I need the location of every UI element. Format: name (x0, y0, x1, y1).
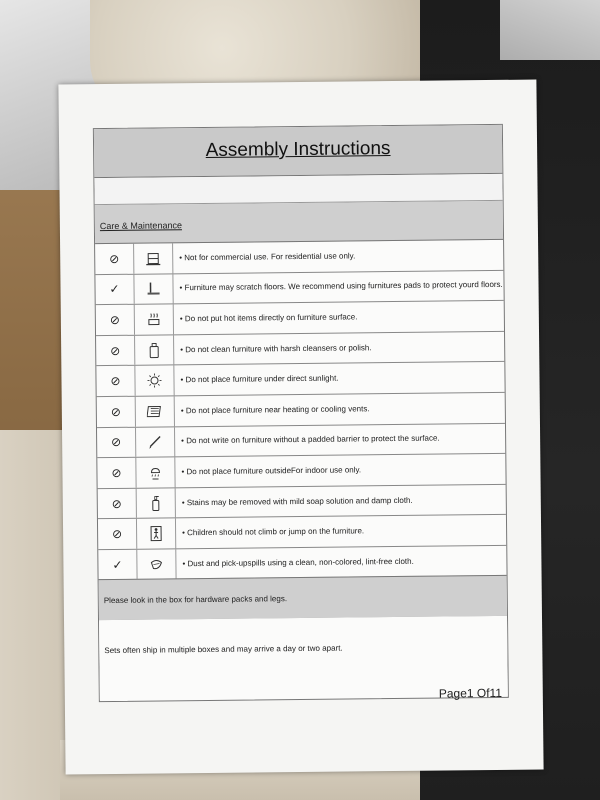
prohibited-icon: ⊘ (97, 427, 136, 457)
care-row-text: • Not for commercial use. For residential use only. (173, 250, 503, 263)
care-row (96, 332, 504, 367)
care-row-text: • Dust and pick-upspills using a clean, non-colored, lint-free cloth. (176, 556, 506, 569)
section-band (95, 201, 503, 244)
vent-icon (136, 396, 175, 426)
background-plastic-wrap (500, 0, 600, 60)
care-row (96, 301, 504, 336)
hardware-note-band (99, 575, 507, 621)
care-row (95, 270, 503, 305)
prohibited-icon: ⊘ (98, 488, 137, 518)
furniture-pad-icon (134, 274, 173, 304)
prohibited-icon: ⊘ (97, 458, 136, 488)
prohibited-icon: ⊘ (96, 305, 135, 335)
care-row (97, 454, 505, 489)
sun-icon (135, 366, 174, 396)
commercial-building-icon (134, 243, 173, 273)
care-row (95, 240, 503, 275)
blank-band (94, 174, 502, 205)
care-row (96, 362, 504, 397)
document-title: Assembly Instructions (205, 138, 391, 161)
instruction-sheet (58, 80, 543, 775)
care-row-text: • Stains may be removed with mild soap solution and damp cloth. (176, 494, 506, 507)
hot-item-icon (135, 305, 174, 335)
care-row (98, 515, 506, 550)
shipping-note: Sets often ship in multiple boxes and may arrive a day or two apart. (104, 643, 343, 656)
cloth-icon (137, 549, 176, 579)
soap-bottle-icon (137, 488, 176, 518)
care-row (97, 393, 505, 428)
sheet-table (93, 124, 509, 702)
care-row-text: • Do not place furniture under direct sunlight. (174, 372, 504, 385)
title-band (94, 125, 502, 178)
prohibited-icon: ⊘ (95, 244, 134, 274)
care-row (97, 423, 505, 458)
care-row-text: • Do not place furniture near heating or cooling vents. (175, 403, 505, 416)
check-icon: ✓ (95, 274, 134, 304)
care-row-text: • Do not clean furniture with harsh cleansers or polish. (174, 341, 504, 354)
prohibited-icon: ⊘ (98, 519, 137, 549)
care-row-text: • Children should not climb or jump on the furniture. (176, 525, 506, 538)
rain-cloud-icon (136, 457, 175, 487)
care-rows (95, 240, 506, 580)
pen-icon (136, 427, 175, 457)
child-climb-icon (137, 519, 176, 549)
check-icon: ✓ (98, 550, 137, 580)
hardware-note: Please look in the box for hardware packs and legs. (103, 594, 288, 606)
prohibited-icon: ⊘ (96, 366, 135, 396)
prohibited-icon: ⊘ (97, 397, 136, 427)
section-title: Care & Maintenance (99, 220, 182, 232)
cleanser-bottle-icon (135, 335, 174, 365)
page-number: Page1 Of11 (438, 685, 503, 701)
care-row-text: • Do not write on furniture without a padded barrier to protect the surface. (175, 433, 505, 446)
care-row-text: • Do not put hot items directly on furniture surface. (174, 311, 504, 324)
prohibited-icon: ⊘ (96, 336, 135, 366)
care-row (98, 485, 506, 520)
care-row-text: • Furniture may scratch floors. We recommend using furnitures pads to protect yourd floors. (173, 280, 503, 293)
care-row-text: • Do not place furniture outsideFor indoor use only. (175, 464, 505, 477)
